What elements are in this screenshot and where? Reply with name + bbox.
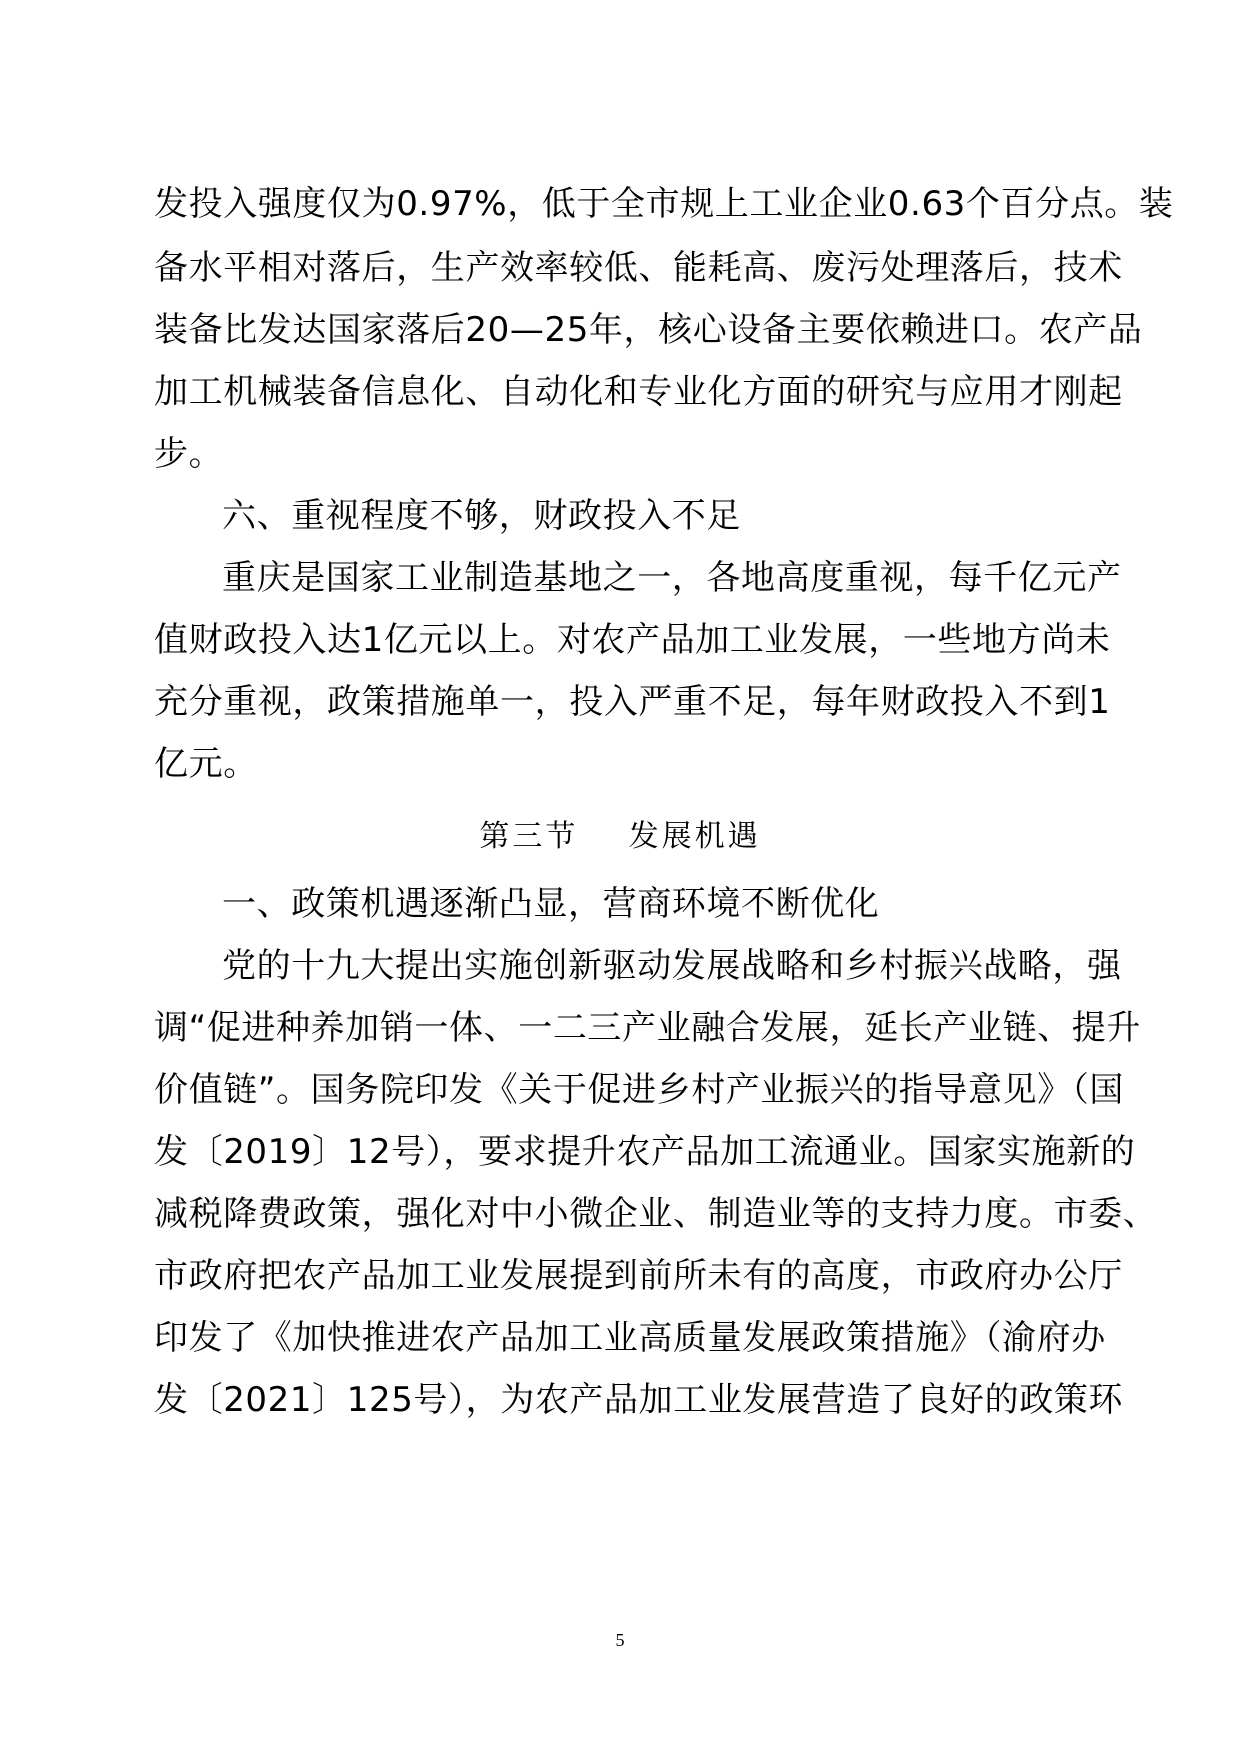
subheading-one: 一、政策机遇逐渐凸显，营商环境不断优化: [222, 884, 880, 924]
paragraph-line: 发〔2019〕12号），要求提升农产品加工流通业。国家实施新的: [154, 1132, 1136, 1172]
paragraph-line: 备水平相对落后，生产效率较低、能耗高、废污处理落后，技术: [154, 248, 1123, 288]
subheading-six: 六、重视程度不够，财政投入不足: [222, 496, 741, 536]
paragraph-line: 调“促进种养加销一体、一二三产业融合发展，延长产业链、提升: [154, 1008, 1142, 1048]
paragraph-line: 装备比发达国家落后20—25年，核心设备主要依赖进口。农产品: [154, 310, 1143, 350]
paragraph-line: 重庆是国家工业制造基地之一，各地高度重视，每千亿元产: [222, 558, 1122, 598]
paragraph-line: 减税降费政策，强化对中小微企业、制造业等的支持力度。市委、: [154, 1194, 1158, 1234]
paragraph-line: 充分重视，政策措施单一，投入严重不足，每年财政投入不到1: [154, 682, 1111, 722]
paragraph-line: 价值链”。国务院印发《关于促进乡村产业振兴的指导意见》（国: [154, 1070, 1125, 1110]
paragraph-line: 加工机械装备信息化、自动化和专业化方面的研究与应用才刚起: [154, 372, 1123, 412]
paragraph-line: 亿元。: [154, 744, 258, 784]
page-number: 5: [615, 1630, 625, 1650]
paragraph-line: 发〔2021〕125号），为农产品加工业发展营造了良好的政策环: [154, 1380, 1124, 1420]
paragraph-line: 党的十九大提出实施创新驱动发展战略和乡村振兴战略，强: [222, 946, 1122, 986]
paragraph-line: 印发了《加快推进农产品加工业高质量发展政策措施》（渝府办: [154, 1318, 1106, 1358]
paragraph-line: 值财政投入达1亿元以上。对农产品加工业发展，一些地方尚未: [154, 620, 1111, 660]
paragraph-line: 市政府把农产品加工业发展提到前所未有的高度，市政府办公厅: [154, 1256, 1123, 1296]
paragraph-line: 步。: [154, 434, 224, 474]
section-title: 第三节 发展机遇: [479, 819, 761, 854]
paragraph-line: 发投入强度仅为0.97%，低于全市规上工业企业0.63个百分点。装: [154, 184, 1174, 224]
